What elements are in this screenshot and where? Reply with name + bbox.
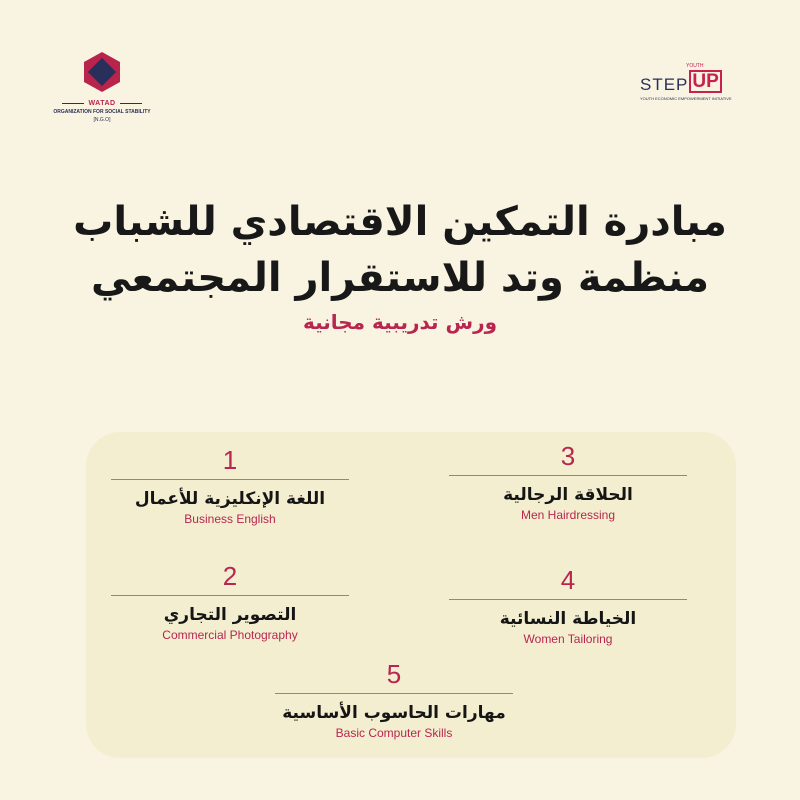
stepup-logo-tagline: YOUTH ECONOMIC EMPOWERMENT INITIATIVE bbox=[640, 96, 732, 101]
workshop-number: 3 bbox=[560, 441, 576, 471]
page-title-line-2: منظمة وتد للاستقرار المجتمعي bbox=[91, 255, 709, 301]
stepup-logo-step: STEP bbox=[640, 75, 689, 94]
workshop-number: 2 bbox=[222, 561, 238, 591]
workshop-title-english: Commercial Photography bbox=[162, 628, 298, 642]
watad-logo-ngo: [N.G.O] bbox=[93, 117, 111, 123]
workshop-number: 4 bbox=[560, 565, 576, 595]
page-subtitle: ورش تدريبية مجانية bbox=[302, 310, 498, 334]
watad-logo-icon bbox=[81, 52, 123, 94]
page-title-line-1: مبادرة التمكين الاقتصادي للشباب bbox=[73, 199, 727, 245]
workshop-title-arabic: التصوير التجاري bbox=[163, 605, 297, 625]
workshop-divider bbox=[111, 479, 349, 480]
watad-logo-org: ORGANIZATION FOR SOCIAL STABILITY bbox=[53, 109, 151, 115]
stepup-logo-youth: YOUTH bbox=[686, 63, 704, 69]
workshop-divider bbox=[275, 693, 513, 694]
workshop-title-english: Basic Computer Skills bbox=[335, 726, 453, 740]
workshop-title-english: Men Hairdressing bbox=[520, 508, 616, 522]
workshop-item-5 bbox=[274, 659, 514, 742]
workshop-divider bbox=[449, 599, 687, 600]
workshop-item-4 bbox=[448, 565, 688, 648]
workshop-title-english: Women Tailoring bbox=[523, 632, 613, 646]
workshop-item-3 bbox=[448, 441, 688, 524]
workshop-number: 1 bbox=[222, 445, 238, 475]
workshop-item-1 bbox=[110, 445, 350, 528]
watad-logo-name: WATAD bbox=[88, 100, 116, 107]
workshop-title-arabic: اللغة الإنكليزية للأعمال bbox=[134, 489, 326, 509]
stepup-logo-up: UP bbox=[689, 70, 721, 93]
workshop-divider bbox=[449, 475, 687, 476]
workshop-divider bbox=[111, 595, 349, 596]
workshop-item-2 bbox=[110, 561, 350, 644]
stepup-logo bbox=[640, 63, 755, 101]
workshop-number: 5 bbox=[386, 659, 402, 689]
workshop-title-arabic: الحلاقة الرجالية bbox=[503, 485, 633, 505]
watad-logo bbox=[38, 52, 166, 123]
workshop-title-arabic: مهارات الحاسوب الأساسية bbox=[282, 703, 506, 723]
workshop-title-arabic: الخياطة النسائية bbox=[499, 609, 637, 629]
workshop-title-english: Business English bbox=[184, 512, 276, 526]
